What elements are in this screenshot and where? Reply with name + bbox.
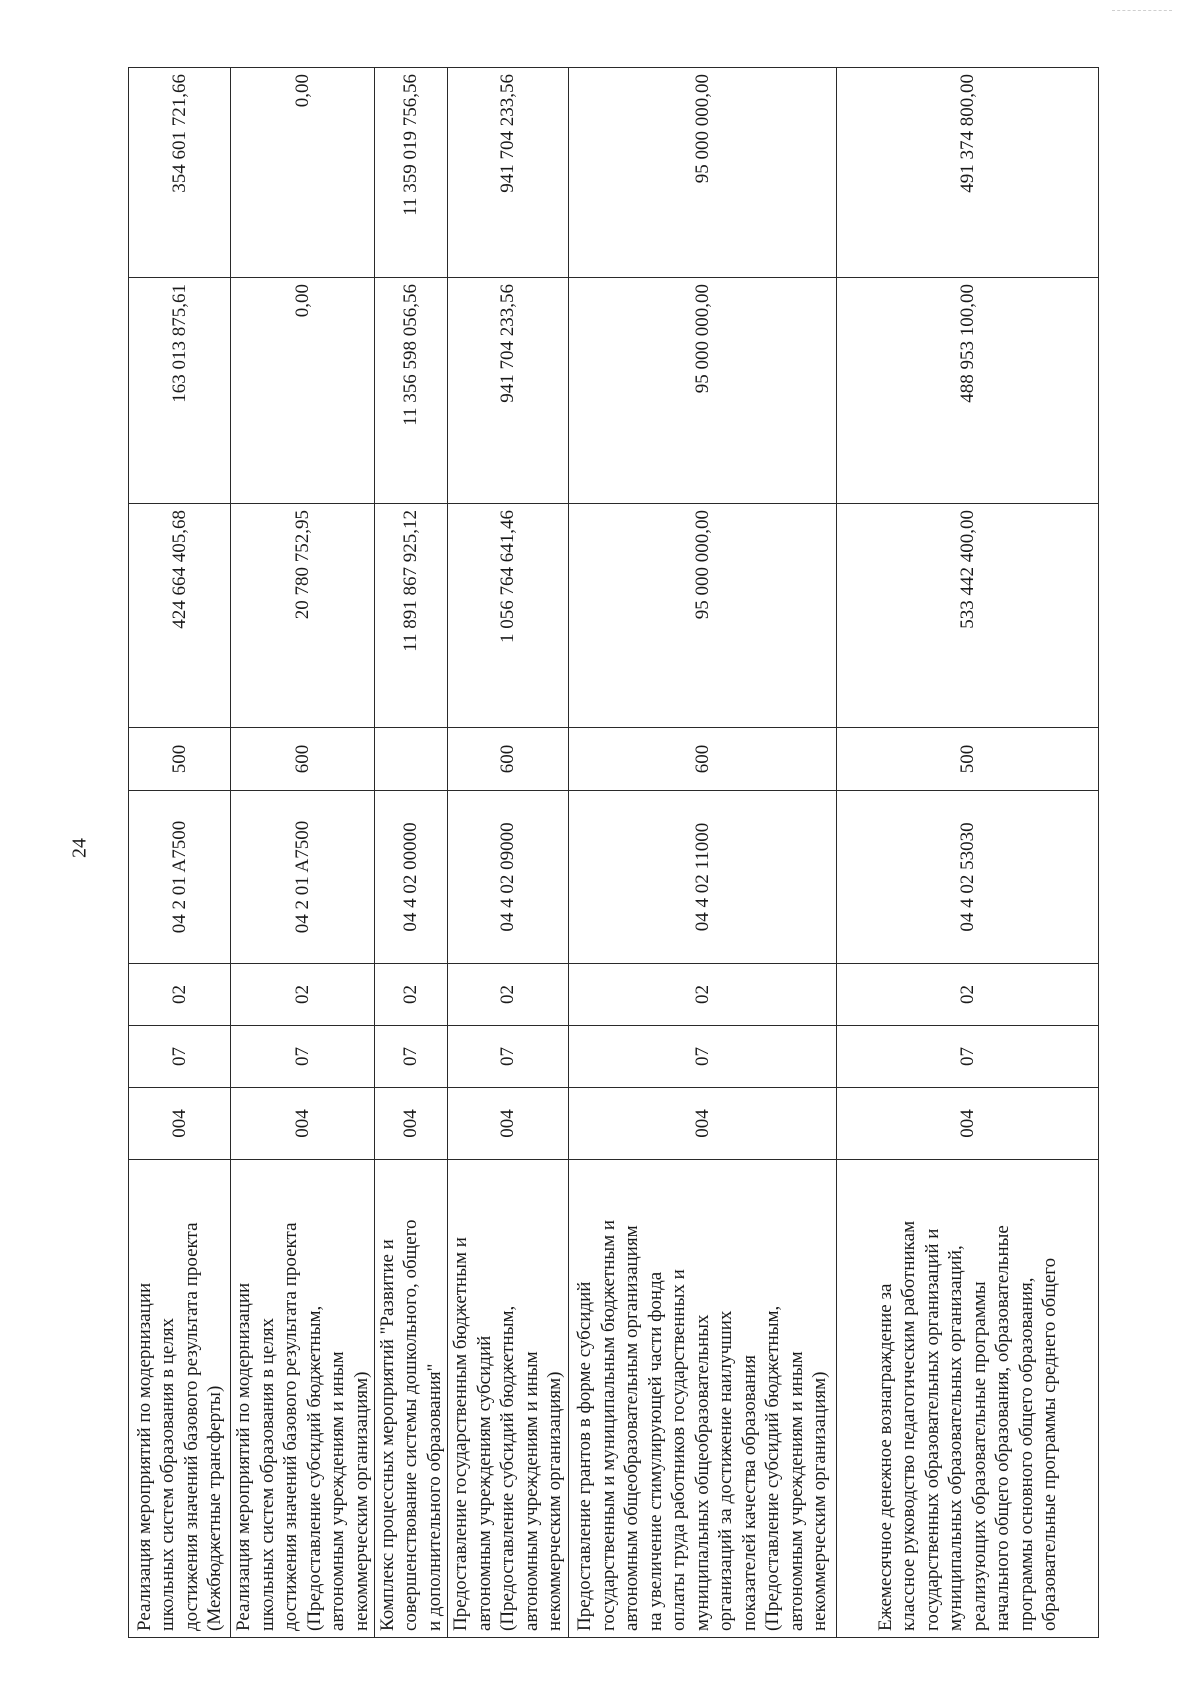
row-description: Реализация мероприятий по модернизации школьных систем образования в целях достижения значений базового результата проекта (Предоставление субсидий бюджетным, автономным учреждениям и иным некоммерческим организациям)	[231, 1160, 375, 1638]
table-row	[569, 68, 837, 1638]
amount-year-3: 491 374 800,00	[837, 68, 1099, 278]
subsection-code: 02	[231, 964, 375, 1026]
table-row	[448, 68, 569, 1638]
amount-year-1: 424 664 405,68	[129, 504, 231, 728]
target-article-code: 04 4 02 11000	[569, 791, 837, 964]
subsection-code: 02	[448, 964, 569, 1026]
row-description: Предоставление грантов в форме субсидий государственным и муниципальным бюджетным и автономным общеобразовательным организациям на увеличение стимулирующей части фонда оплаты труда работников государственных и муниципальных общеобразовательных организаций за достижение наилучших показателей качества образования (Предоставление субсидий бюджетным, автономным учреждениям и иным некоммерческим организациям)	[569, 1160, 837, 1638]
amount-year-3: 941 704 233,56	[448, 68, 569, 278]
grbs-code: 004	[231, 1088, 375, 1160]
subsection-code: 02	[375, 964, 448, 1026]
amount-year-3: 0,00	[231, 68, 375, 278]
table-row	[837, 68, 1099, 1638]
expense-type-code: 500	[837, 728, 1099, 791]
target-article-code: 04 4 02 09000	[448, 791, 569, 964]
amount-year-2: 488 953 100,00	[837, 278, 1099, 504]
target-article-code: 04 2 01 A7500	[129, 791, 231, 964]
subsection-code: 02	[129, 964, 231, 1026]
amount-year-2: 163 013 875,61	[129, 278, 231, 504]
amount-year-1: 95 000 000,00	[569, 504, 837, 728]
amount-year-2: 11 356 598 056,56	[375, 278, 448, 504]
rotated-table-wrapper	[128, 68, 1098, 1638]
row-description: Ежемесячное денежное вознаграждение за классное руководство педагогическим работникам государственных образовательных организаций и муниципальных образовательных организаций, реализующих образовательные программы начального общего образования, образовательные программы основного общего образования, образовательные программы среднего общего	[837, 1160, 1099, 1638]
amount-year-1: 20 780 752,95	[231, 504, 375, 728]
expense-type-code: 600	[448, 728, 569, 791]
page-number: 24	[68, 838, 91, 858]
section-code: 07	[129, 1026, 231, 1088]
amount-year-1: 533 442 400,00	[837, 504, 1099, 728]
section-code: 07	[231, 1026, 375, 1088]
grbs-code: 004	[129, 1088, 231, 1160]
amount-year-2: 941 704 233,56	[448, 278, 569, 504]
expense-type-code: 600	[231, 728, 375, 791]
expense-type-code: 600	[569, 728, 837, 791]
subsection-code: 02	[569, 964, 837, 1026]
amount-year-3: 11 359 019 756,56	[375, 68, 448, 278]
amount-year-2: 0,00	[231, 278, 375, 504]
amount-year-1: 11 891 867 925,12	[375, 504, 448, 728]
section-code: 07	[569, 1026, 837, 1088]
target-article-code: 04 4 02 53030	[837, 791, 1099, 964]
target-article-code: 04 4 02 00000	[375, 791, 448, 964]
row-description: Предоставление государственным бюджетным и автономным учреждениям субсидий (Предоставление субсидий бюджетным, автономным учреждениям и иным некоммерческим организациям)	[448, 1160, 569, 1638]
amount-year-1: 1 056 764 641,46	[448, 504, 569, 728]
table-row	[129, 68, 231, 1638]
grbs-code: 004	[837, 1088, 1099, 1160]
expense-type-code: 500	[129, 728, 231, 791]
amount-year-2: 95 000 000,00	[569, 278, 837, 504]
table-row	[375, 68, 448, 1638]
amount-year-3: 95 000 000,00	[569, 68, 837, 278]
subsection-code: 02	[837, 964, 1099, 1026]
table-row	[231, 68, 375, 1638]
target-article-code: 04 2 01 A7500	[231, 791, 375, 964]
amount-year-3: 354 601 721,66	[129, 68, 231, 278]
grbs-code: 004	[375, 1088, 448, 1160]
row-description: Комплекс процессных мероприятий "Развитие и совершенствование системы дошкольного, общего и дополнительного образования"	[375, 1160, 448, 1638]
scan-mark	[1112, 10, 1172, 12]
section-code: 07	[375, 1026, 448, 1088]
section-code: 07	[837, 1026, 1099, 1088]
budget-table	[128, 67, 1099, 1638]
grbs-code: 004	[448, 1088, 569, 1160]
row-description: Реализация мероприятий по модернизации школьных систем образования в целях достижения значений базового результата проекта (Межбюджетные трансферты)	[129, 1160, 231, 1638]
expense-type-code	[375, 728, 448, 791]
grbs-code: 004	[569, 1088, 837, 1160]
section-code: 07	[448, 1026, 569, 1088]
